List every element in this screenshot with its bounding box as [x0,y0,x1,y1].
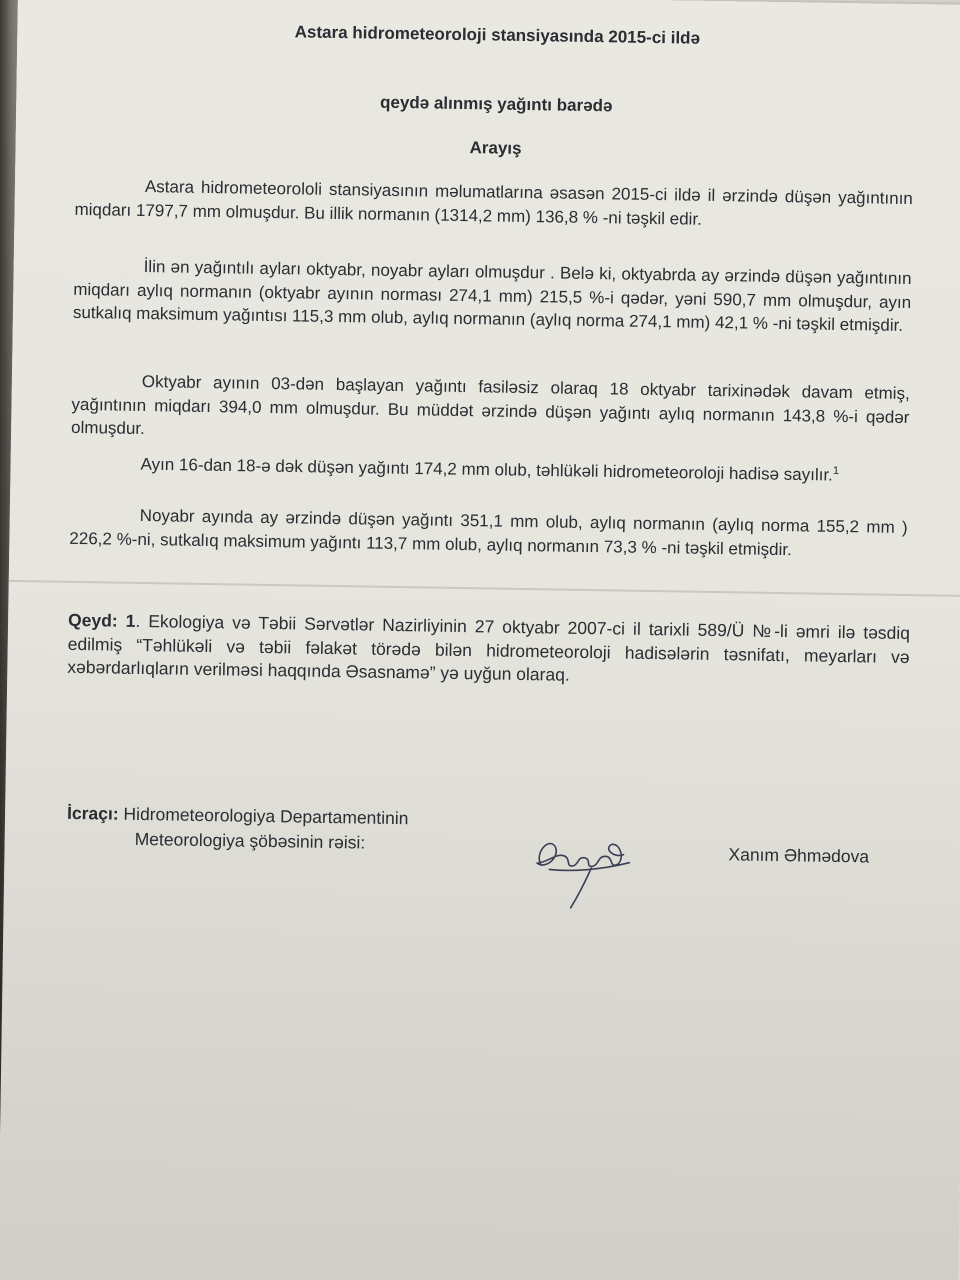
hazard-text: Ayın 16-dan 18-ə dək düşən yağıntı 174,2 mm olub, təhlükəli hidrometeoroloji hadisə sayılır. [140,454,834,485]
paragraph-october-continuous: Oktyabr ayının 03-dən başlayan yağıntı fasiləsiz olaraq 18 oktyabr tarixinədək davam etmiş, yağıntının miqdarı 394,0 mm olmuşdur. Bu müddət ərzində düşən yağıntı aylıq normanın 143,8 %-i qədər olmuşdur. [70,371,910,439]
executor-block [66,801,408,856]
document-body [66,0,918,867]
heading-line-2: qeydə alınmış yağıntı barədə [379,92,613,116]
paragraph-november: Noyabr ayında ay ərzində düşən yağıntı 351,1 mm olub, aylıq normanın (aylıq norma 155,2 mm ) 226,2 %-ni, sutkalıq maksimum yağıntı 113,7 mm olub, aylıq normanın 73,3 % -ni təşkil etmişdir. [69,505,908,559]
note-label: Qeyd: [67,609,118,631]
note-text: . Ekologiya və Təbii Sərvətlər Nazirliyinin 27 oktyabr 2007-ci il tarixli 589/Ü №-li əmri ilə təsdiq edilmiş “Təhlükəli və təbii fəlakət törədə bilən hidrometeoroloji hadisələrin təsnifatı, meyarları və xəbərdarlıqların verilməsi haqqında Əsasnamə” yə uyğun olaraq. [67,610,911,685]
handwritten-signature [519,813,651,915]
note-number: 1 [125,610,136,631]
heading-line-1: Astara hidrometeoroloji stansiyasında 2015-ci ildə [294,22,701,48]
paragraph-hazardous-event [70,448,908,488]
paragraph-october-november: İlin ən yağıntılı ayları oktyabr, noyabr ayları olmuşdur . Belə ki, oktyabrda ay ərzində düşən yağıntının miqdarı aylıq normanın (oktyabr ayının norması 274,1 mm) 215,5 %-i qədər, yəni 590,7 mm olmuşdur, ayın sutkalıq maksimum yağıntısı 115,3 mm olub, aylıq normanın (aylıq norma 274,1 mm) 42,1 % -ni təşkil etmişdir. [72,257,912,335]
heading-arayis: Arayış [469,138,522,158]
executor-name: Xanım Əhmədova [728,844,870,867]
executor-label: İcraçı: [66,802,119,824]
note-block [67,609,910,693]
executor-department: Hidrometeorologiya Departamentinin [123,803,409,829]
paragraph-annual-total: Astara hidrometeorololi stansiyasının məlumatlarına əsasən 2015-ci ildə il ərzində düşən yağıntının miqdarı 1797,7 mm olmuşdur. Bu illik normanın (1314,2 mm) 136,8 % -ni təşkil edir. [74,177,913,229]
paper-fold [9,580,960,597]
footnote-mark: 1 [832,464,840,477]
executor-position: Meteorologiya şöbəsinin rəisi: [134,828,366,853]
